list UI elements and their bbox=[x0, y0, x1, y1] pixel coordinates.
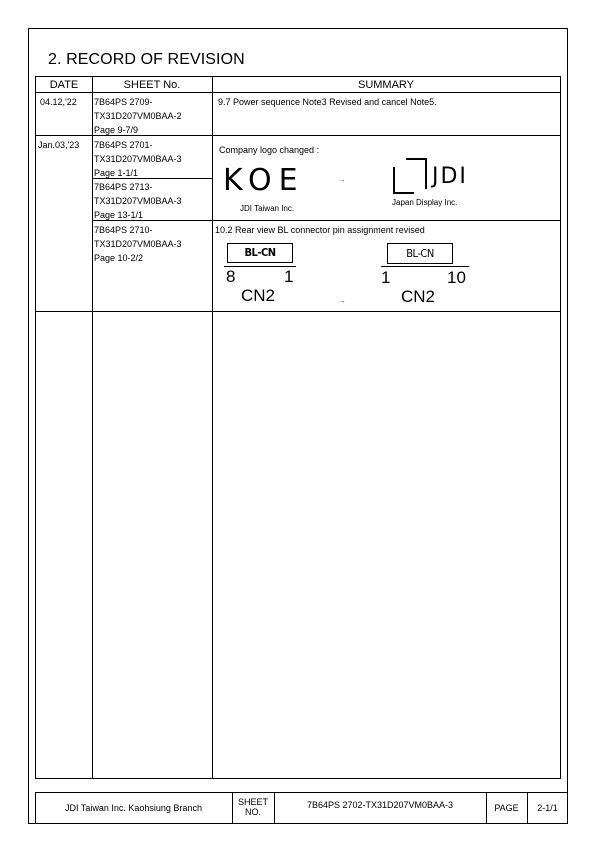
row-divider bbox=[36, 311, 560, 312]
header-date: DATE bbox=[49, 79, 79, 91]
footer-sheet-no: 7B64PS 2702-TX31D207VM0BAA-3 bbox=[306, 800, 454, 810]
page-title: 2. RECORD OF REVISION bbox=[48, 51, 245, 68]
jdi-logo-sub: Japan Display Inc. bbox=[392, 198, 458, 207]
arrow-icon: → bbox=[338, 296, 346, 305]
footer-sheet-no-label: SHEET NO. bbox=[237, 797, 268, 817]
title-block bbox=[35, 792, 568, 824]
footer-page-label: PAGE bbox=[494, 803, 519, 813]
row2-sheet-a: 7B64PS 2701- TX31D207VM0BAA-3 Page 1-1/1 bbox=[94, 140, 182, 178]
col-divider bbox=[92, 77, 93, 778]
row2-sheet-b: 7B64PS 2713- TX31D207VM0BAA-3 Page 13-1/1 bbox=[94, 182, 182, 220]
row1-summary: 9.7 Power sequence Note3 Revised and cancel Note5. bbox=[218, 97, 437, 107]
new-bl-cn-box: BL-CN bbox=[387, 243, 453, 264]
revision-table bbox=[35, 76, 561, 779]
koe-logo: KOE bbox=[223, 163, 305, 198]
row1-date: 04.12,'22 bbox=[40, 97, 77, 107]
jdi-logo bbox=[392, 157, 472, 197]
header-summary: SUMMARY bbox=[357, 79, 415, 91]
row2-date: Jan.03,'23 bbox=[38, 140, 80, 150]
header-divider bbox=[36, 92, 560, 93]
col-divider bbox=[212, 77, 213, 778]
row1-sheet: 7B64PS 2709- TX31D207VM0BAA-2 Page 9-7/9 bbox=[94, 97, 182, 135]
jdi-logo-text: JDI bbox=[432, 164, 468, 189]
summary-logo-change: Company logo changed : bbox=[219, 145, 320, 155]
new-connector-line bbox=[381, 266, 469, 267]
old-connector-name: CN2 bbox=[241, 286, 276, 305]
footer-company: JDI Taiwan Inc. Kaohsiung Branch bbox=[65, 803, 202, 813]
old-right-pin: 1 bbox=[284, 267, 294, 286]
arrow-icon: → bbox=[338, 175, 346, 184]
new-right-pin: 10 bbox=[447, 268, 466, 287]
footer-page: 2-1/1 bbox=[537, 803, 558, 813]
koe-logo-sub: JDI Taiwan Inc. bbox=[240, 204, 295, 213]
header-sheet: SHEET No. bbox=[123, 79, 181, 91]
row2-sheet-c: 7B64PS 2710- TX31D207VM0BAA-3 Page 10-2/2 bbox=[94, 225, 182, 263]
summary-connector-change: 10.2 Rear view BL connector pin assignment revised bbox=[215, 225, 425, 235]
old-left-pin: 8 bbox=[226, 267, 236, 286]
new-connector-name: CN2 bbox=[401, 287, 436, 306]
new-left-pin: 1 bbox=[381, 268, 391, 287]
jdi-bracket-icon bbox=[392, 157, 432, 197]
old-bl-cn-box: BL-CN bbox=[227, 243, 293, 263]
